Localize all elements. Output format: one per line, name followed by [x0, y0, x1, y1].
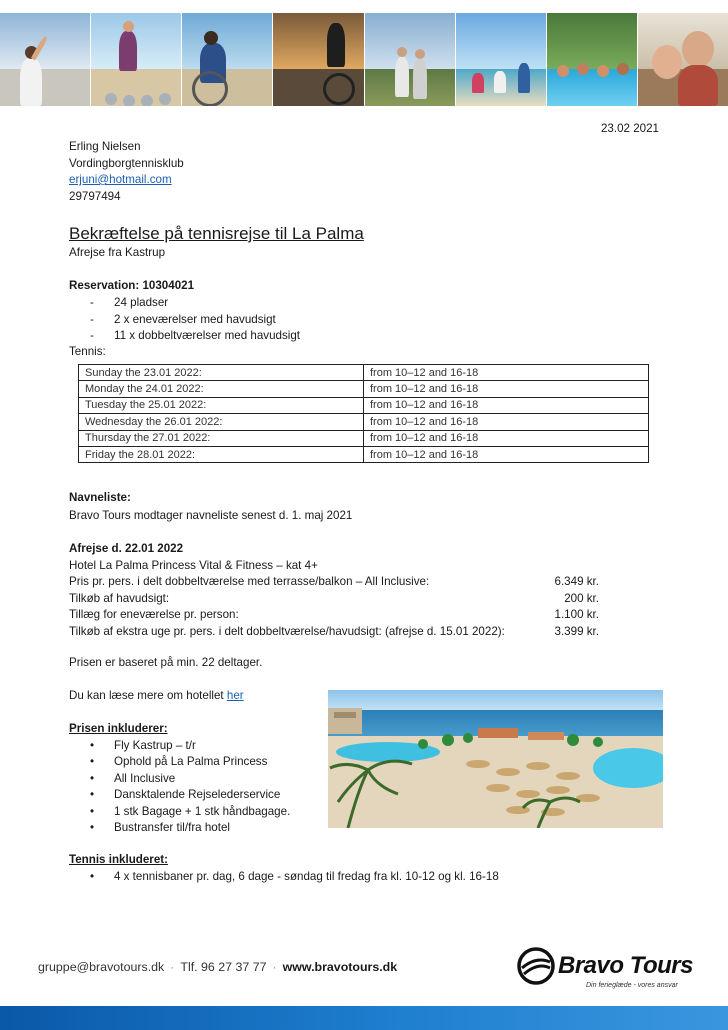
- reservation-heading: Reservation: 10304021: [69, 279, 195, 292]
- included-list: [90, 738, 290, 836]
- footer-contact: [38, 960, 397, 974]
- schedule-day: Sunday the 23.01 2022:: [79, 365, 364, 381]
- price-value: 3.399 kr.: [554, 624, 599, 638]
- tennis-schedule-table: [78, 364, 649, 463]
- schedule-time: from 10–12 and 16-18: [364, 430, 649, 446]
- afrejse-heading: Afrejse d. 22.01 2022: [69, 542, 184, 555]
- price-label: Tillæg for eneværelse pr. person:: [69, 608, 239, 622]
- schedule-time: from 10–12 and 16-18: [364, 381, 649, 397]
- tennis-included-list: [90, 870, 499, 883]
- wheelchair-beach-photo: [182, 13, 272, 106]
- navneliste-heading: Navneliste:: [69, 491, 131, 504]
- price-block: [69, 558, 599, 640]
- schedule-time: from 10–12 and 16-18: [364, 397, 649, 413]
- list-item: • Fly Kastrup – t/r: [90, 739, 196, 752]
- table-row: [79, 365, 649, 381]
- footer-phone: Tlf. 96 27 37 77: [180, 960, 267, 974]
- price-value: 1.100 kr.: [554, 608, 599, 622]
- footer-separator: ·: [170, 960, 175, 974]
- price-label: Tilkøb af havudsigt:: [69, 591, 170, 605]
- list-item: • Dansktalende Rejselederservice: [90, 788, 281, 802]
- logo-wordmark: Bravo Tours: [558, 952, 693, 979]
- table-row: [79, 430, 649, 446]
- footer-color-bar: [0, 1006, 728, 1030]
- table-row: [79, 414, 649, 430]
- price-value: 200 kr.: [564, 591, 599, 605]
- list-item: - 11 x dobbeltværelser med havudsigt: [90, 329, 301, 342]
- sender-name: Erling Nielsen: [69, 140, 141, 153]
- list-item: - 2 x eneværelser med havudsigt: [90, 312, 276, 326]
- price-row: [69, 607, 599, 623]
- woman-stretching-photo: [0, 13, 90, 106]
- logo-tagline: Din ferieglæde - vores ansvar: [586, 982, 678, 989]
- price-row: [69, 591, 599, 607]
- tennis-label: Tennis:: [69, 345, 106, 358]
- tennis-included-heading: Tennis inkluderet:: [69, 853, 168, 866]
- reservation-list: [90, 295, 300, 345]
- letter-title: Bekræftelse på tennisrejse til La Palma: [69, 224, 364, 243]
- included-heading: Prisen inkluderer:: [69, 722, 168, 735]
- letter-subtitle: Afrejse fra Kastrup: [69, 246, 166, 259]
- sender-block: [69, 139, 184, 205]
- price-value: 6.349 kr.: [554, 575, 599, 589]
- hotel-resort-photo: [328, 690, 663, 828]
- schedule-day: Wednesday the 26.01 2022:: [79, 414, 364, 430]
- list-item: • 4 x tennisbaner pr. dag, 6 dage - søndag til fredag fra kl. 10-12 og kl. 16-18: [90, 870, 499, 883]
- price-label: Pris pr. pers. i delt dobbeltværelse med terrasse/balkon – All Inclusive:: [69, 575, 430, 589]
- table-row: [79, 446, 649, 462]
- minimum-participants-note: Prisen er baseret på min. 22 deltager.: [69, 656, 263, 669]
- table-row: [79, 381, 649, 397]
- list-item: • 1 stk Bagage + 1 stk håndbagage.: [90, 804, 291, 818]
- list-item: - 24 pladser: [90, 296, 169, 309]
- table-row: [79, 397, 649, 413]
- petanque-photo: [91, 13, 181, 106]
- schedule-time: from 10–12 and 16-18: [364, 365, 649, 381]
- list-item: • Bustransfer til/fra hotel: [90, 821, 230, 835]
- schedule-time: from 10–12 and 16-18: [364, 414, 649, 430]
- navneliste-text: Bravo Tours modtager navneliste senest d. 1. maj 2021: [69, 509, 353, 522]
- hotel-resort-photo-art: [328, 690, 663, 828]
- header-photo-strip: [0, 13, 728, 106]
- sender-club: Vordingborgtennisklub: [69, 156, 184, 170]
- beach-yoga-photo: [456, 13, 546, 106]
- footer-website-link[interactable]: www.bravotours.dk: [282, 960, 398, 974]
- list-item: • All Inclusive: [90, 771, 176, 785]
- hotel-info-text: Du kan læse mere om hotellet: [69, 689, 227, 702]
- price-label: Tilkøb af ekstra uge pr. pers. i delt dobbeltværelse/havudsigt: (afrejse d. 15.01 2022):: [69, 624, 505, 638]
- schedule-day: Friday the 28.01 2022:: [79, 446, 364, 462]
- price-row: [69, 624, 599, 640]
- pool-swimmers-photo: [547, 13, 637, 106]
- letter-date: 23.02 2021: [600, 122, 659, 135]
- footer-email[interactable]: gruppe@bravotours.dk: [38, 960, 165, 974]
- price-row: [69, 574, 599, 590]
- hotel-info-link[interactable]: her: [226, 689, 244, 702]
- schedule-day: Tuesday the 25.01 2022:: [79, 397, 364, 413]
- cycling-photo: [273, 13, 363, 106]
- sender-phone: 29797494: [69, 189, 121, 203]
- bravo-tours-logo: [516, 944, 696, 992]
- hotel-info-line: [69, 689, 244, 702]
- smiling-couple-photo: [638, 13, 728, 106]
- hotel-name: Hotel La Palma Princess Vital & Fitness – kat 4+: [69, 559, 318, 572]
- hiking-couple-photo: [365, 13, 455, 106]
- schedule-day: Monday the 24.01 2022:: [79, 381, 364, 397]
- schedule-day: Thursday the 27.01 2022:: [79, 430, 364, 446]
- footer-separator: ·: [272, 960, 277, 974]
- bravo-tours-logo-icon: [516, 946, 556, 986]
- sender-email-link[interactable]: erjuni@hotmail.com: [69, 173, 172, 186]
- schedule-time: from 10–12 and 16-18: [364, 446, 649, 462]
- list-item: • Ophold på La Palma Princess: [90, 755, 268, 769]
